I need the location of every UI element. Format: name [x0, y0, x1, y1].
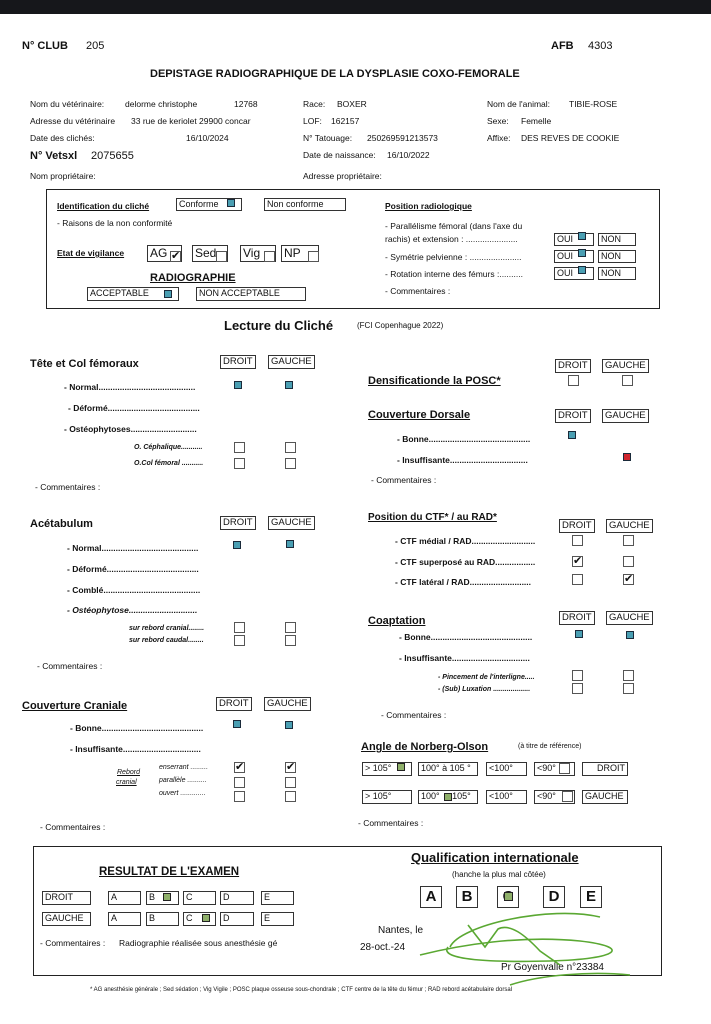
acceptable-label: ACCEPTABLE — [90, 288, 149, 298]
tete-normal: - Normal......................................... — [64, 382, 196, 392]
cranial-bonne: - Bonne........................................... — [70, 723, 204, 733]
dorsale-bonne: - Bonne........................................... — [397, 434, 531, 444]
pincement-droit-checkbox[interactable] — [572, 670, 583, 681]
acetabulum-comments: - Commentaires : — [37, 661, 103, 671]
vet-address: 33 rue de keriolet 29900 concar — [131, 116, 251, 126]
option-label: 100° à 105 ° — [421, 763, 471, 773]
ctf-superpose: - CTF superposé au RAD................. — [395, 557, 536, 567]
caudal-droit-checkbox[interactable] — [234, 635, 245, 646]
tete-col: O.Col fémoral ........... — [134, 460, 204, 467]
non-conforme-label: Non conforme — [267, 199, 324, 209]
resultat-gauche-c-checked — [202, 914, 210, 922]
rebord-label-1: Rebord — [117, 769, 140, 776]
ctf-gauche-header: GAUCHE — [606, 519, 653, 533]
norberg-gauche-gt105[interactable] — [362, 790, 412, 804]
option-label: > 105° — [365, 791, 392, 801]
sex-label: Sexe: — [487, 116, 509, 126]
position-item3: - Rotation interne des fémurs :.......... — [385, 269, 523, 279]
signature-icon — [400, 895, 640, 990]
resultat-comments-label: - Commentaires : — [40, 938, 106, 948]
sed-checkbox[interactable] — [216, 251, 227, 262]
acetabulum-title: Acétabulum — [30, 518, 93, 530]
non-conformity-reasons: - Raisons de la non conformité — [57, 218, 173, 228]
posc-gauche-header: GAUCHE — [602, 359, 649, 373]
resultat-title: RESULTAT DE L'EXAMEN — [99, 866, 240, 878]
acetabulum-droit-header: DROIT — [220, 516, 256, 530]
norberg-comments: - Commentaires : — [358, 818, 424, 828]
date-label: Date des clichés: — [30, 133, 95, 143]
coaptation-gauche-header: GAUCHE — [606, 611, 653, 625]
col-droit-checkbox[interactable] — [234, 458, 245, 469]
vig-checkbox[interactable] — [264, 251, 275, 262]
dorsale-title: Couverture Dorsale — [368, 409, 471, 421]
qualification-d[interactable]: D — [543, 886, 565, 908]
cranial-title: Couverture Craniale — [22, 700, 128, 712]
owner-label: Nom propriétaire: — [30, 171, 96, 181]
sex-value: Femelle — [521, 116, 552, 126]
qualification-b[interactable]: B — [456, 886, 478, 908]
option-label: <90° — [537, 791, 556, 801]
resultat-droit-d[interactable] — [220, 891, 254, 905]
enserrant-droit-checkbox[interactable] — [234, 762, 245, 773]
side-label: DROIT — [597, 763, 625, 773]
tete-osteo: - Ostéophytoses............................ — [64, 424, 197, 434]
symetrie-checked-icon — [578, 249, 586, 257]
ctf-title: Position du CTF* / au RAD* — [368, 512, 497, 523]
resultat-droit-e[interactable] — [261, 891, 294, 905]
lof-value: 162157 — [331, 116, 360, 126]
top-bar — [0, 0, 711, 14]
club-label: N° CLUB — [22, 40, 68, 52]
position-item2: - Symétrie pelvienne : ...................... — [385, 252, 522, 262]
coaptation-luxation: - (Sub) Luxation ................... — [438, 686, 531, 693]
parallelisme-oui[interactable] — [554, 233, 594, 246]
date-value: 16/10/2024 — [186, 133, 229, 143]
afb-label: AFB — [551, 40, 574, 52]
rotation-non[interactable] — [598, 267, 636, 280]
grade-label: B — [149, 892, 156, 902]
np-checkbox[interactable] — [308, 251, 319, 262]
vet-name: delorme christophe — [125, 99, 198, 109]
animal-value: TIBIE-ROSE — [569, 99, 618, 109]
resultat-gauche-a[interactable] — [108, 912, 141, 926]
tete-deforme: - Déformé....................................... — [68, 403, 200, 413]
resultat-gauche-b[interactable] — [146, 912, 179, 926]
conforme-label: Conforme — [179, 199, 219, 209]
oui-label: OUI — [557, 268, 574, 278]
np-label: NP — [284, 246, 301, 260]
coaptation-comments: - Commentaires : — [381, 710, 447, 720]
signer-name: Pr Goyenvalle n°23384 — [501, 962, 604, 973]
lecture-title: Lecture du Cliché — [224, 318, 334, 333]
ouvert-gauche-checkbox[interactable] — [285, 791, 296, 802]
norberg-droit-lt100[interactable] — [486, 762, 527, 776]
acceptable-checked-icon — [164, 290, 172, 298]
ouvert-droit-checkbox[interactable] — [234, 791, 245, 802]
cranial-parallele: parallèle .......... — [159, 777, 207, 784]
posc-title: Densificationde la POSC* — [368, 375, 501, 387]
resultat-gauche-label — [42, 912, 91, 926]
side-label: GAUCHE — [45, 913, 84, 923]
side-label: DROIT — [45, 892, 73, 902]
tete-normal-gauche-checked[interactable] — [285, 381, 293, 389]
parallele-gauche-checkbox[interactable] — [285, 777, 296, 788]
vet-number: 12768 — [234, 99, 258, 109]
oui-label: OUI — [557, 251, 574, 261]
dorsale-insuffisante-gauche-checked[interactable] — [623, 453, 631, 461]
resultat-gauche-c[interactable] — [183, 912, 216, 926]
coaptation-pincement: - Pincement de l'interligne..... — [438, 674, 535, 681]
tete-droit-header: DROIT — [220, 355, 256, 369]
non-label: NON — [601, 268, 621, 278]
option-label: <100° — [489, 763, 513, 773]
non-acceptable-box[interactable] — [196, 287, 306, 301]
norberg-droit-100-105[interactable] — [418, 762, 478, 776]
ctf-medial-gauche-checkbox[interactable] — [623, 535, 634, 546]
coaptation-insuffisante: - Insuffisante................................. — [399, 653, 530, 663]
document-title: DEPISTAGE RADIOGRAPHIQUE DE LA DYSPLASIE COXO-FEMORALE — [150, 68, 520, 80]
cranial-ouvert: ouvert ............. — [159, 790, 206, 797]
ctf-lateral-droit-checkbox[interactable] — [572, 574, 583, 585]
position-item1-line2: rachis) et extension : ...................... — [385, 234, 518, 244]
ctf-lateral: - CTF latéral / RAD.......................... — [395, 577, 532, 587]
race-value: BOXER — [337, 99, 367, 109]
ctf-superpose-droit-checkbox[interactable] — [572, 556, 583, 567]
resultat-droit-c[interactable] — [183, 891, 216, 905]
luxation-droit-checkbox[interactable] — [572, 683, 583, 694]
dorsale-gauche-header: GAUCHE — [602, 409, 649, 423]
cranial-droit-checkbox[interactable] — [234, 622, 245, 633]
tattoo-label: N° Tatouage: — [303, 133, 353, 143]
norberg-gauche-checked-icon — [444, 793, 452, 801]
dorsale-droit-header: DROIT — [555, 409, 591, 423]
cranial-bonne-gauche-checked[interactable] — [285, 721, 293, 729]
coaptation-bonne-droit-checked[interactable] — [575, 630, 583, 638]
non-conforme-box[interactable] — [264, 198, 346, 211]
norberg-droit-lt90-checkbox[interactable] — [559, 763, 570, 774]
resultat-gauche-e[interactable] — [261, 912, 294, 926]
grade-label: D — [223, 913, 230, 923]
resultat-comments-value: Radiographie réalisée sous anesthésie gé — [119, 938, 278, 948]
tete-gauche-header: GAUCHE — [268, 355, 315, 369]
vigilance-title: Etat de vigilance — [57, 248, 125, 258]
resultat-droit-label — [42, 891, 91, 905]
norberg-gauche-label — [582, 790, 628, 804]
acetabulum-caudal: sur rebord caudal........ — [129, 637, 204, 644]
place-label: Nantes, le — [378, 925, 424, 936]
position-comments: - Commentaires : — [385, 286, 451, 296]
cranial-enserrant: enserrant ......... — [159, 764, 209, 771]
sed-label: Sed — [195, 246, 217, 260]
option-label: 105° — [452, 791, 471, 801]
vetsxl-label: N° Vetsxl — [30, 150, 78, 162]
oui-label: OUI — [557, 234, 574, 244]
position-item1-line1: - Parallélisme fémoral (dans l'axe du — [385, 221, 523, 231]
luxation-gauche-checkbox[interactable] — [623, 683, 634, 694]
identification-title: Identification du cliché — [57, 201, 150, 211]
non-label: NON — [601, 251, 621, 261]
acetabulum-gauche-header: GAUCHE — [268, 516, 315, 530]
vet-address-label: Adresse du vétérinaire — [30, 116, 116, 126]
cephalique-gauche-checkbox[interactable] — [285, 442, 296, 453]
grade-label: E — [264, 913, 271, 923]
ctf-medial-droit-checkbox[interactable] — [572, 535, 583, 546]
cranial-bonne-droit-checked[interactable] — [233, 720, 241, 728]
coaptation-title: Coaptation — [368, 615, 426, 627]
norberg-droit-label — [582, 762, 628, 776]
coaptation-bonne: - Bonne........................................... — [399, 632, 533, 642]
qualification-subtitle: (hanche la plus mal côtée) — [452, 870, 546, 879]
acetabulum-comble: - Comblé......................................... — [67, 585, 201, 595]
option-label: <90° — [537, 763, 556, 773]
symetrie-oui[interactable] — [554, 250, 594, 263]
birth-label: Date de naissance: — [303, 150, 376, 160]
dorsale-insuffisante: - Insuffisante................................. — [397, 455, 528, 465]
grade-label: D — [223, 892, 230, 902]
ctf-lateral-gauche-checkbox[interactable] — [623, 574, 634, 585]
dorsale-bonne-droit-checked[interactable] — [568, 431, 576, 439]
ctf-superpose-gauche-checkbox[interactable] — [623, 556, 634, 567]
tattoo-value: 250269591213573 — [367, 133, 438, 143]
date-signed: 28-oct.-24 — [360, 942, 406, 953]
non-label: NON — [601, 234, 621, 244]
cranial-insuffisante: - Insuffisante................................. — [70, 744, 201, 754]
acetabulum-normal: - Normal......................................... — [67, 543, 199, 553]
tete-comments: - Commentaires : — [35, 482, 101, 492]
ctf-medial: - CTF médial / RAD........................... — [395, 536, 536, 546]
norberg-subtitle: (à titre de référence) — [518, 743, 582, 750]
qualification-a[interactable]: A — [420, 886, 442, 908]
footnote: * AG anesthésie générale ; Sed sédation ; Vig Vigile ; POSC plaque osseuse sous-chondrale ; CTF centre de la tête du fémur ; RAD rebord acétabulaire dorsal — [90, 987, 513, 993]
radiographie-title: RADIOGRAPHIE — [150, 272, 236, 284]
coaptation-droit-header: DROIT — [559, 611, 595, 625]
tete-cephalique: O. Céphalique........... — [134, 444, 203, 451]
position-title: Position radiologique — [385, 201, 472, 211]
qualification-title: Qualification internationale — [411, 850, 579, 865]
grade-label: B — [149, 913, 156, 923]
conforme-checked-icon — [227, 199, 235, 207]
acetabulum-deforme: - Déformé....................................... — [67, 564, 199, 574]
owner-address-label: Adresse propriétaire: — [303, 171, 382, 181]
side-label: GAUCHE — [585, 791, 624, 801]
non-acceptable-label: NON ACCEPTABLE — [199, 288, 280, 298]
cranial-droit-header: DROIT — [216, 697, 252, 711]
vetsxl-value: 2075655 — [91, 150, 134, 162]
ag-label: AG — [150, 246, 168, 260]
parallelisme-checked-icon — [578, 232, 586, 240]
vig-label: Vig — [243, 246, 261, 260]
ag-checkbox[interactable] — [170, 251, 181, 262]
rotation-oui[interactable] — [554, 267, 594, 280]
cranial-gauche-checkbox[interactable] — [285, 622, 296, 633]
acetabulum-normal-droit-checked[interactable] — [233, 541, 241, 549]
norberg-droit-checked-icon — [397, 763, 405, 771]
grade-label: A — [111, 913, 118, 923]
acetabulum-normal-gauche-checked[interactable] — [286, 540, 294, 548]
enserrant-gauche-checkbox[interactable] — [285, 762, 296, 773]
grade-label: C — [186, 913, 193, 923]
birth-value: 16/10/2022 — [387, 150, 430, 160]
parallelisme-non[interactable] — [598, 233, 636, 246]
tete-normal-droit-checked[interactable] — [234, 381, 242, 389]
grade-label: A — [111, 892, 118, 902]
grade-label: C — [186, 892, 193, 902]
rotation-checked-icon — [578, 266, 586, 274]
affixe-value: DES REVES DE COOKIE — [521, 133, 620, 143]
parallele-droit-checkbox[interactable] — [234, 777, 245, 788]
ctf-droit-header: DROIT — [559, 519, 595, 533]
qualification-e[interactable]: E — [580, 886, 602, 908]
option-label: 100° — [421, 791, 443, 801]
symetrie-non[interactable] — [598, 250, 636, 263]
vet-name-label: Nom du vétérinaire: — [30, 99, 105, 109]
norberg-gauche-lt90-checkbox[interactable] — [562, 791, 573, 802]
caudal-gauche-checkbox[interactable] — [285, 635, 296, 646]
norberg-gauche-lt100[interactable] — [486, 790, 527, 804]
grade-label: E — [264, 892, 271, 902]
resultat-gauche-d[interactable] — [220, 912, 254, 926]
posc-droit-checkbox[interactable] — [568, 375, 579, 386]
lof-label: LOF: — [303, 116, 322, 126]
posc-droit-header: DROIT — [555, 359, 591, 373]
cranial-gauche-header: GAUCHE — [264, 697, 311, 711]
club-value: 205 — [86, 40, 105, 52]
resultat-droit-a[interactable] — [108, 891, 141, 905]
norberg-title: Angle de Norberg-Olson — [361, 741, 489, 753]
option-label: > 105° — [365, 763, 392, 773]
cephalique-droit-checkbox[interactable] — [234, 442, 245, 453]
afb-value: 4303 — [588, 40, 613, 52]
race-label: Race: — [303, 99, 326, 109]
acetabulum-osteo: - Ostéophytose............................. — [67, 605, 198, 615]
tete-title: Tête et Col fémoraux — [30, 358, 139, 370]
cranial-comments: - Commentaires : — [40, 822, 106, 832]
animal-label: Nom de l'animal: — [487, 99, 551, 109]
dorsale-comments: - Commentaires : — [371, 475, 437, 485]
acetabulum-cranial: sur rebord cranial........ — [129, 625, 205, 632]
affixe-label: Affixe: — [487, 133, 511, 143]
pincement-gauche-checkbox[interactable] — [623, 670, 634, 681]
rebord-label-2: cranial — [116, 779, 137, 786]
coaptation-bonne-gauche-checked[interactable] — [626, 631, 634, 639]
option-label: <100° — [489, 791, 513, 801]
col-gauche-checkbox[interactable] — [285, 458, 296, 469]
posc-gauche-checkbox[interactable] — [622, 375, 633, 386]
resultat-droit-b-checked — [163, 893, 171, 901]
lecture-subtitle: (FCI Copenhague 2022) — [357, 321, 444, 330]
